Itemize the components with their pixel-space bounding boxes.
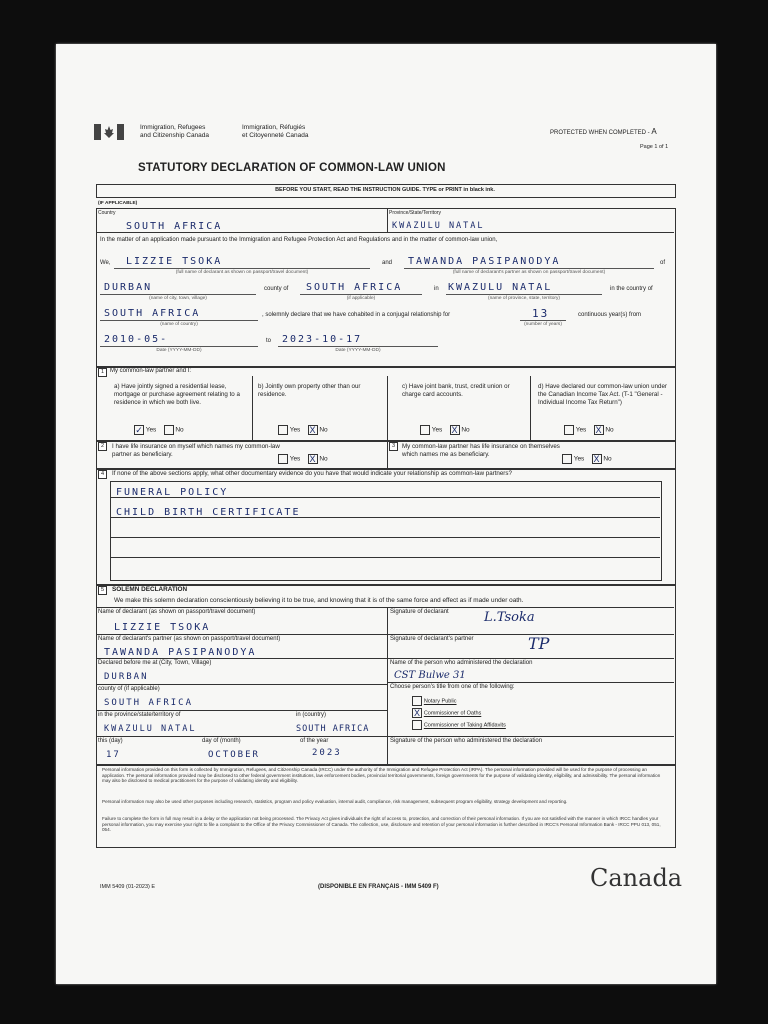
no-label: No bbox=[319, 455, 328, 463]
country-declared[interactable]: SOUTH AFRICA bbox=[104, 308, 201, 319]
divider bbox=[96, 710, 387, 711]
partner-name-value[interactable]: TAWANDA PASIPANODYA bbox=[104, 647, 257, 658]
province-value[interactable]: KWAZULU NATAL bbox=[392, 221, 485, 231]
option-d-checks bbox=[564, 425, 614, 435]
county-value[interactable]: SOUTH AFRICA bbox=[306, 282, 403, 293]
option-d-text: d) Have declared our common-law union under the Canadian Income Tax Act. (T-1 "General - Individual Income Tax Return") bbox=[538, 383, 667, 406]
divider bbox=[387, 440, 388, 468]
option-a-yes-checkbox[interactable]: ✓ bbox=[135, 425, 143, 435]
yes-label: Yes bbox=[145, 426, 157, 434]
divider bbox=[110, 557, 660, 558]
declarant-caption: (full name of declarant as shown on passport/travel document) bbox=[175, 270, 309, 275]
option-b-yes-checkbox[interactable] bbox=[278, 425, 288, 435]
section-4-text: If none of the above sections apply, what other documentary evidence do you have that would indicate your relationship as common-law partners? bbox=[112, 470, 512, 477]
divider bbox=[387, 682, 674, 683]
option-b-checks bbox=[278, 425, 328, 435]
department-name-fr: Immigration, Réfugiés et Citoyenneté Canada bbox=[242, 124, 309, 139]
protected-label bbox=[550, 128, 657, 137]
signature-declarant-label: Signature of declarant bbox=[390, 609, 449, 615]
province-declared[interactable]: KWAZULU NATAL bbox=[448, 282, 553, 293]
divider bbox=[96, 232, 674, 233]
option-a-text: a) Have jointly signed a residential lease, mortgage or purchase agreement relating to a residence in which we both live. bbox=[114, 383, 240, 406]
we-label: We, bbox=[100, 260, 111, 266]
divider bbox=[96, 736, 674, 737]
divider bbox=[96, 607, 674, 608]
evidence-line-1[interactable]: FUNERAL POLICY bbox=[116, 487, 229, 498]
years-line bbox=[520, 320, 566, 321]
title-choose-label: Choose person's title from one of the following: bbox=[390, 684, 515, 690]
county-caption: (if applicable) bbox=[346, 296, 376, 301]
oaths-option bbox=[412, 708, 481, 718]
divider bbox=[530, 376, 531, 440]
partner-line bbox=[404, 268, 654, 269]
canada-wordmark: Canada bbox=[590, 864, 683, 892]
option-b-text: b) Jointly own property other than our residence. bbox=[258, 383, 361, 398]
option-d-yes-checkbox[interactable] bbox=[564, 425, 574, 435]
date-from[interactable]: 2010-05- bbox=[104, 334, 169, 345]
date-to[interactable]: 2023-10-17 bbox=[282, 334, 363, 345]
option-c-yes-checkbox[interactable] bbox=[420, 425, 430, 435]
county-line bbox=[300, 294, 422, 295]
signature-admin-label: Signature of the person who administered the declaration bbox=[390, 738, 543, 744]
oaths-label: Commissioner of Oaths bbox=[423, 710, 482, 717]
section-3-text: My common-law partner has life insurance on themselves which names me as beneficiary. bbox=[402, 443, 560, 458]
notary-checkbox[interactable] bbox=[412, 696, 422, 706]
county-of-label: county of bbox=[264, 286, 289, 292]
province-line bbox=[446, 294, 602, 295]
affidavits-label: Commissioner of Taking Affidavits bbox=[423, 722, 506, 729]
month-label: day of (month) bbox=[202, 738, 241, 744]
section-5-number: 5 bbox=[98, 586, 107, 595]
yes-label: Yes bbox=[431, 426, 443, 434]
country-of-label: in the country of bbox=[610, 286, 653, 292]
of-label: of bbox=[660, 260, 666, 266]
and-label: and bbox=[382, 260, 393, 266]
solemnly-text: , solemnly declare that we have cohabited in a conjugal relationship for bbox=[262, 312, 451, 318]
form-title: STATUTORY DECLARATION OF COMMON-LAW UNION bbox=[138, 162, 446, 174]
no-label: No bbox=[319, 426, 328, 434]
country-caption: (name of country) bbox=[160, 322, 198, 327]
continuous-text: continuous year(s) from bbox=[578, 312, 642, 318]
month-value[interactable]: OCTOBER bbox=[208, 750, 260, 760]
section-2-number: 2 bbox=[98, 442, 107, 451]
year-label: of the year bbox=[300, 738, 329, 744]
option-d-no-checkbox[interactable]: X bbox=[595, 425, 602, 435]
partner-caption: (full name of declarant's partner as shown on passport/travel document) bbox=[452, 270, 606, 275]
county-label-5: county of (if applicable) bbox=[98, 686, 160, 692]
affidavits-checkbox[interactable] bbox=[412, 720, 422, 730]
in-label: in bbox=[434, 286, 439, 292]
section-3-yes-checkbox[interactable] bbox=[562, 454, 572, 464]
page-number: Page 1 of 1 bbox=[640, 144, 669, 150]
form-page bbox=[56, 44, 716, 984]
notary-option bbox=[412, 696, 457, 706]
instruction-text: BEFORE YOU START, READ THE INSTRUCTION GUIDE. TYPE or PRINT in black ink. bbox=[275, 187, 495, 193]
signature-partner-label: Signature of declarant's partner bbox=[390, 636, 474, 642]
affidavits-option bbox=[412, 720, 506, 730]
city-caption: (name of city, town, village) bbox=[149, 296, 207, 301]
section-3-checks bbox=[562, 454, 612, 464]
canada-flag-icon bbox=[94, 124, 124, 140]
province-caption: (name of province, state, territory) bbox=[488, 296, 560, 301]
country-value-5[interactable]: SOUTH AFRICA bbox=[296, 724, 370, 734]
day-label: this (day) bbox=[98, 738, 123, 744]
section-4-number: 4 bbox=[98, 470, 107, 479]
option-a-checks bbox=[134, 425, 184, 435]
administered-value[interactable]: CST Bulwe 31 bbox=[394, 670, 466, 681]
divider bbox=[387, 607, 388, 764]
declared-at-value[interactable]: DURBAN bbox=[104, 672, 149, 682]
no-label: No bbox=[175, 426, 184, 434]
protected-text: PROTECTED WHEN COMPLETED - bbox=[550, 130, 652, 136]
privacy-paragraph-1: Personal information provided on this form is collected by Immigration, Refugees, and Citizenship Canada (IRCC) under the authority of the Immigration and Refugee Protection Act (IRPA). The personal information provided will be used for the purpose of processing an application. The personal information provided may be disclosed to other federal government institutions, law enforcement bodies, provincial territorial governments, foreign governments for the purpose of validating identity, eligibility, and admissibility. The personal information may also be disclosed to medical practitioners for the purpose of validating identity and eligibility. bbox=[102, 767, 661, 784]
protected-letter: A bbox=[651, 127, 657, 136]
administered-label: Name of the person who administered the declaration bbox=[390, 660, 533, 666]
country-line bbox=[100, 320, 258, 321]
divider bbox=[252, 376, 253, 440]
divider bbox=[96, 634, 674, 635]
years-value[interactable]: 13 bbox=[532, 307, 550, 320]
divider bbox=[110, 537, 660, 538]
no-label: No bbox=[461, 426, 470, 434]
evidence-line-2[interactable]: CHILD BIRTH CERTIFICATE bbox=[116, 507, 301, 518]
privacy-paragraph-3: Failure to complete the form in full may result in a delay or the application not being processed. The Privacy Act gives individuals the right of access to, protection, and correction of their personal information. If you are not satisfied with the manner in which IRCC handles your personal information, you may exercise your right to file a complaint to the Office of the Privacy Commissioner of Canada. The collection, use, disclosure and retention of your personal information is further described in IRCC's Personal Information Bank - IRCC PPU 013, 051, 054. bbox=[102, 816, 661, 833]
declarant-line bbox=[114, 268, 370, 269]
section-5-title: SOLEMN DECLARATION bbox=[112, 586, 188, 593]
option-c-checks bbox=[420, 425, 470, 435]
signature-partner[interactable]: TP bbox=[528, 634, 550, 653]
no-label: No bbox=[605, 426, 614, 434]
option-b-no-checkbox[interactable]: X bbox=[309, 425, 316, 435]
section-2-text: I have life insurance on myself which names my common-law partner as beneficiary. bbox=[112, 443, 280, 458]
declarant-name-value[interactable]: LIZZIE TSOKA bbox=[114, 622, 211, 633]
signature-declarant[interactable]: L.Tsoka bbox=[484, 610, 535, 625]
date-to-caption: Date (YYYY-MM-DD) bbox=[335, 348, 381, 353]
province-label: Province/State/Territory bbox=[389, 210, 441, 216]
section-5-text: We make this solemn declaration conscientiously believing it to be true, and knowing that it is of the same force and effect as if made under oath. bbox=[114, 597, 524, 604]
section-1-title: My common-law partner and I: bbox=[110, 368, 192, 374]
yes-label: Yes bbox=[575, 426, 587, 434]
date-from-line bbox=[100, 346, 258, 347]
option-c-no-checkbox[interactable]: X bbox=[451, 425, 458, 435]
oaths-checkbox[interactable]: X bbox=[413, 708, 420, 718]
form-id: IMM 5409 (01-2023) E bbox=[100, 884, 156, 890]
section-2-checks bbox=[278, 454, 328, 464]
declarant-name[interactable]: LIZZIE TSOKA bbox=[126, 256, 223, 267]
yes-label: Yes bbox=[289, 455, 301, 463]
department-name-en: Immigration, Refugees and Citizenship Canada bbox=[140, 124, 210, 139]
city-value[interactable]: DURBAN bbox=[104, 282, 153, 293]
section-2-no-checkbox[interactable]: X bbox=[309, 454, 316, 464]
country-label: Country bbox=[98, 210, 116, 216]
section-2-yes-checkbox[interactable] bbox=[278, 454, 288, 464]
declared-at-label: Declared before me at (City, Town, Village) bbox=[98, 660, 212, 666]
section-3-number: 3 bbox=[389, 442, 398, 451]
city-line bbox=[100, 294, 256, 295]
section-3-no-checkbox[interactable]: X bbox=[593, 454, 600, 464]
county-value-5[interactable]: SOUTH AFRICA bbox=[104, 698, 194, 708]
yes-label: Yes bbox=[289, 426, 301, 434]
declarant-name-label: Name of declarant (as shown on passport/travel document) bbox=[98, 609, 256, 615]
to-label: to bbox=[266, 338, 272, 344]
date-to-line bbox=[278, 346, 438, 347]
divider bbox=[96, 658, 674, 659]
partner-name[interactable]: TAWANDA PASIPANODYA bbox=[408, 256, 561, 267]
french-note: (DISPONIBLE EN FRANÇAIS - IMM 5409 F) bbox=[318, 884, 439, 890]
province-value-5[interactable]: KWAZULU NATAL bbox=[104, 724, 197, 734]
notary-label: Notary Public bbox=[423, 698, 457, 705]
divider bbox=[96, 684, 387, 685]
if-applicable-label: (IF APPLICABLE) bbox=[98, 201, 138, 206]
option-c-text: c) Have joint bank, trust, credit union or charge card accounts. bbox=[402, 383, 510, 398]
matter-text: In the matter of an application made pursuant to the Immigration and Refugee Protection Act and Regulations and in the matter of common-law union, bbox=[100, 237, 498, 243]
day-value[interactable]: 17 bbox=[106, 750, 121, 760]
option-a-no-checkbox[interactable] bbox=[164, 425, 174, 435]
divider bbox=[387, 208, 388, 232]
years-caption: (number of years) bbox=[524, 322, 562, 327]
divider bbox=[387, 376, 388, 440]
no-label: No bbox=[603, 455, 612, 463]
country-value[interactable]: SOUTH AFRICA bbox=[126, 221, 223, 232]
yes-label: Yes bbox=[573, 455, 585, 463]
section-1-number: 1 bbox=[98, 368, 107, 377]
privacy-paragraph-2: Personal information may also be used other purposes including research, statistics, program and policy evaluation, internal audit, compliance, risk management, subsequent program eligibility, strategy development and reporting. bbox=[102, 799, 568, 804]
country-label-5: in (country) bbox=[296, 712, 327, 718]
province-label-5: in the province/state/territory of bbox=[98, 712, 181, 718]
date-from-caption: Date (YYYY-MM-DD) bbox=[156, 348, 202, 353]
year-value[interactable]: 2023 bbox=[312, 748, 342, 758]
partner-name-label: Name of declarant's partner (as shown on passport/travel document) bbox=[98, 636, 281, 642]
